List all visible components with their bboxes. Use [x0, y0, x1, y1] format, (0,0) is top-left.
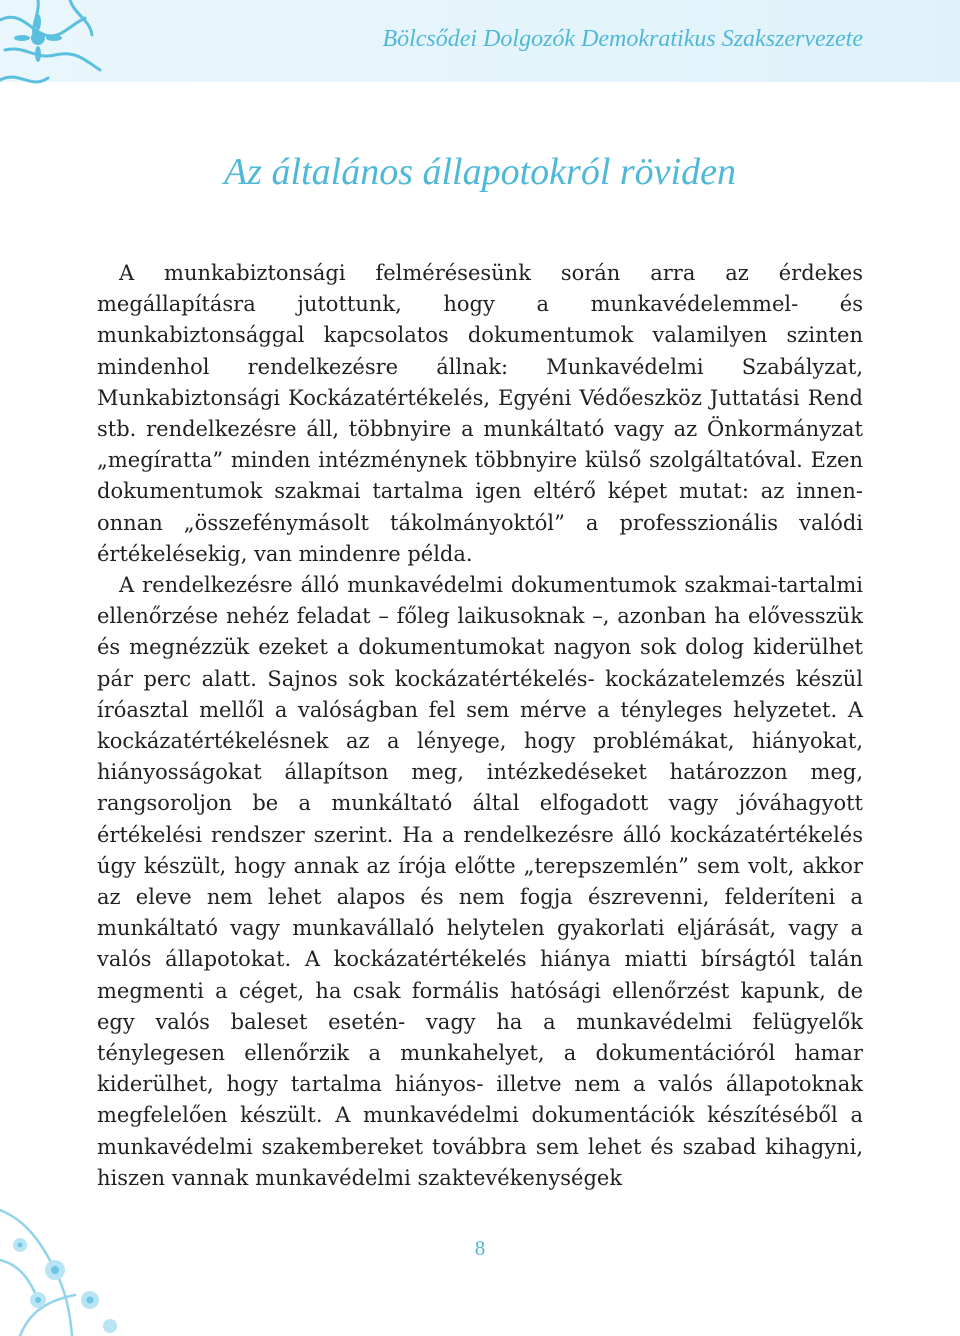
page-title: Az általános állapotokról röviden [224, 151, 736, 193]
header-title: Bölcsődei Dolgozók Demokratikus Szakszervezete [382, 26, 863, 52]
swirl-ornament-icon [0, 0, 120, 110]
flower-ornament-icon [0, 1150, 140, 1336]
paragraph-1 [97, 258, 863, 570]
page-number: 8 [474, 1236, 486, 1260]
paragraph-1-text: A munkabiztonsági felmérésesünk során arra az érdekes megállapításra jutottunk, hogy a munkavédelemmel- és munkabiztonsággal kapcsolatos dokumentumok valamilyen szinten mindenhol rendelkezésre állnak: Munkavédelmi Szabályzat, Munkabiztonsági Kockázatértékelés, Egyéni Védőeszköz Juttatási Rend stb. rendelkezésre áll, többnyire a munkáltató vagy az Önkormányzat „megíratta” minden intézménynek többnyire külső szolgáltatóval. Ezen dokumentumok szakmai tartalma igen eltérő képet mutat: az innen-onnan „összefénymásolt tákolmányoktól” a professzionális valódi értékelésekig, van mindenre példa. [97, 261, 863, 566]
body-text [97, 258, 863, 1194]
paragraph-2 [97, 570, 863, 1194]
paragraph-2-text: A rendelkezésre álló munkavédelmi dokumentumok szakmai-tartalmi ellenőrzése nehéz feladat – főleg laikusoknak –, azonban ha elővesszük és megnézzük ezeket a dokumentumokat nagyon sok dolog kiderülhet pár perc alatt. Sajnos sok kockázatértékelés- kockázatelemzés készül íróasztal mellől a valóságban fel sem mérve a tényleges helyzetet. A kockázatértékelésnek az a lényege, hogy problémákat, hiányokat, hiányosságokat állapítson meg, intézkedéseket határozzon meg, rangsoroljon be a munkáltató által elfogadott vagy jóváhagyott értékelési rendszer szerint. Ha a rendelkezésre álló kockázatértékelés úgy készült, hogy annak az írója előtte „terepszemlén” sem volt, akkor az eleve nem lehet alapos és nem fogja észrevenni, felderíteni a munkáltató vagy munkavállaló helytelen gyakorlati eljárását, vagy a valós állapotokat. A kockázatértékelés hiánya miatti bírságtól talán megmenti a céget, ha csak formális hatósági ellenőrzést kapunk, de egy valós baleset esetén- vagy ha a munkavédelmi felügyelők ténylegesen ellenőrzik a munkahelyet, a dokumentációról hamar kiderülhet, hogy tartalma hiányos- illetve nem a valós állapotoknak megfelelően készült. A munkavédelmi dokumentációk készítéséből a munkavédelmi szakembereket továbbra sem lehet és szabad kihagyni, hiszen vannak munkavédelmi szaktevékenységek [97, 573, 863, 1190]
